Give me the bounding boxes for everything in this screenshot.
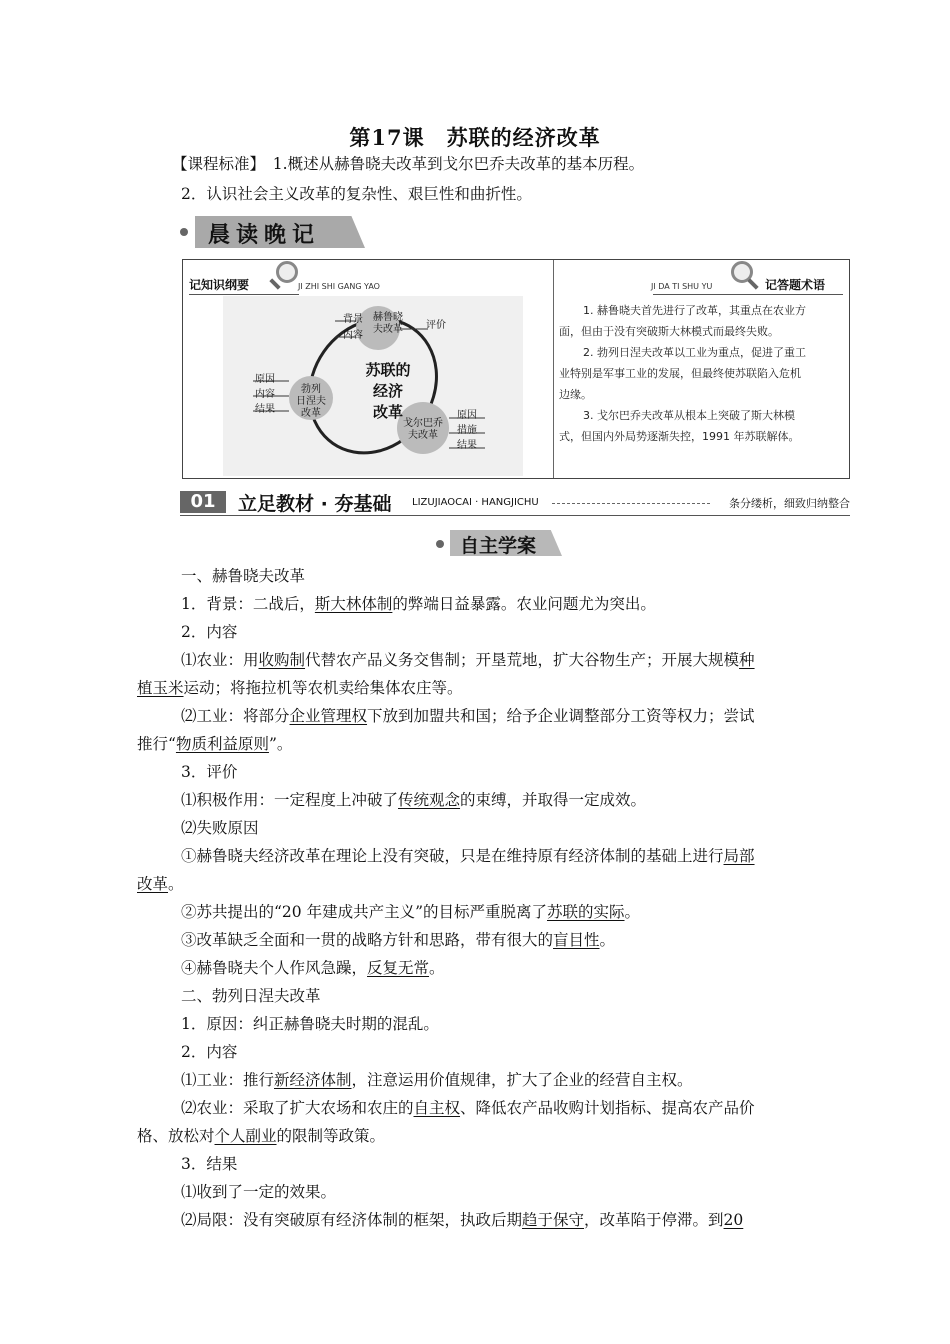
node2-label: [281, 384, 341, 420]
text: ⑵局限：没有突破原有经济体制的框架，执政后期: [181, 1211, 523, 1229]
para-failure: ⑵失败原因: [181, 819, 259, 837]
answer-terms: [559, 300, 844, 447]
key-term: 收购制: [258, 651, 306, 669]
right-header-underline: [653, 294, 843, 295]
answer-line: 2. 勃列日涅夫改革以工业为重点，促进了重工: [583, 346, 806, 359]
para-agriculture: [181, 648, 755, 670]
page-title: 第17课 苏联的经济改革: [349, 125, 601, 150]
text: 的限制等政策。: [276, 1127, 386, 1145]
center-line-3: 改革: [372, 403, 403, 421]
para-result: 3．结果: [181, 1155, 238, 1173]
node3-result: 结果: [457, 440, 477, 451]
text: 的弊端日益暴露。农业问题尤为突出。: [392, 595, 656, 613]
left-header-underline: [189, 294, 299, 295]
answer-line: 业特别是军事工业的发展，但最终使苏联陷入危机: [559, 367, 801, 380]
diagram-center-label: [343, 360, 433, 423]
right-panel-pinyin: JI DA TI SHU YU: [651, 282, 713, 291]
text: 1．背景：二战后，: [181, 595, 315, 613]
box-divider: [553, 260, 554, 478]
node1-content: 内容: [343, 330, 363, 341]
text: ③改革缺乏全面和一贯的战略方针和思路，带有很大的: [181, 931, 554, 949]
standards-line-1: 1.概述从赫鲁晓夫改革到戈尔巴乔夫改革的基本历程。: [272, 155, 645, 173]
key-term: 企业管理权: [289, 707, 368, 725]
banner-dot-icon: [436, 540, 444, 548]
key-term: 盲目性: [553, 931, 600, 949]
para-industry-cont: [137, 732, 292, 754]
section-rule: [180, 515, 850, 516]
para-result-1: ⑴收到了一定的效果。: [181, 1183, 337, 1201]
para-b-industry: [181, 1068, 693, 1090]
para-failure-4: [181, 956, 445, 978]
para-content-2: 2．内容: [181, 1043, 238, 1061]
node3-line-2: 夫改革: [408, 430, 438, 441]
answer-line: 面，但由于没有突破斯大林模式而最终失败。: [559, 325, 779, 338]
text: 。: [168, 875, 184, 893]
node2-line-2: 日涅夫: [296, 396, 326, 407]
para-failure-2: [181, 900, 640, 922]
center-line-1: 苏联的: [365, 361, 411, 379]
node2-line-1: 勃列: [301, 384, 321, 395]
key-term: 局部: [723, 847, 755, 865]
key-term: 趋于保守: [522, 1211, 585, 1229]
left-panel-header: 记知识纲要: [189, 278, 250, 292]
text: 代替农产品义务交售制；开垦荒地，扩大谷物生产；开展大规模: [305, 651, 740, 669]
node1-label: [358, 312, 418, 336]
text: 的束缚，并取得一定成效。: [460, 791, 647, 809]
text: 下放到加盟共和国；给予企业调整部分工资等权力；尝试: [367, 707, 755, 725]
text: 格、放松对: [137, 1127, 215, 1145]
course-standards: [172, 152, 644, 174]
left-panel-pinyin: JI ZHI SHI GANG YAO: [298, 282, 380, 291]
text: ④赫鲁晓夫个人作风急躁，: [181, 959, 368, 977]
heading-brezhnev: 二、勃列日涅夫改革: [181, 987, 321, 1005]
node3-measure: 措施: [457, 425, 477, 436]
key-term: 斯大林体制: [314, 595, 393, 613]
para-agriculture-cont: [137, 676, 463, 698]
key-term: 20: [723, 1211, 744, 1229]
node2-result: 结果: [255, 404, 275, 415]
text: ，注意运用价值规律，扩大了企业的经营自主权。: [351, 1071, 693, 1089]
text: ①赫鲁晓夫经济改革在理论上没有突破，只是在维持原有经济体制的基础上进行: [181, 847, 724, 865]
para-b-agriculture: [181, 1096, 755, 1118]
node2-line-3: 改革: [301, 408, 321, 419]
magnifier-icon: [276, 261, 298, 283]
answer-line: 3. 戈尔巴乔夫改革从根本上突破了斯大林模: [583, 409, 795, 422]
center-line-2: 经济: [372, 382, 403, 400]
text: ⑴积极作用：一定程度上冲破了: [181, 791, 399, 809]
text: 运动；将拖拉机等农机卖给集体农庄等。: [183, 679, 463, 697]
banner-morning-label: 晨读晚记: [208, 223, 321, 248]
key-term: 苏联的实际: [547, 903, 625, 921]
section-dashes: [552, 503, 710, 504]
text: ⑴农业：用: [181, 651, 259, 669]
node1-line-1: 赫鲁晓: [373, 312, 403, 323]
answer-line: 边缘。: [559, 388, 592, 401]
node1-eval: 评价: [426, 320, 446, 331]
text: ⑵农业：采取了扩大农场和农庄的: [181, 1099, 414, 1117]
node3-line-1: 戈尔巴乔: [403, 418, 443, 429]
key-term: 种: [739, 651, 755, 669]
heading-khrushchev: 一、赫鲁晓夫改革: [181, 567, 306, 585]
magnifier-handle-icon: [747, 278, 758, 289]
node3-label: [393, 418, 453, 442]
key-term: 反复无常: [367, 959, 430, 977]
node2-cause: 原因: [255, 374, 275, 385]
para-failure-1-cont: [137, 872, 184, 894]
text: 。: [599, 931, 616, 949]
text: ⑴工业：推行: [181, 1071, 275, 1089]
key-term: 改革: [137, 875, 169, 893]
key-term: 传统观念: [398, 791, 461, 809]
key-term: 个人副业: [214, 1127, 277, 1145]
key-term: 自主权: [413, 1099, 461, 1117]
text: 、降低农产品收购计划指标、提高农产品价: [460, 1099, 755, 1117]
para-evaluation: 3．评价: [181, 763, 238, 781]
para-content: 2．内容: [181, 623, 238, 641]
text: 。: [624, 903, 641, 921]
node1-bg: 背景: [343, 314, 363, 325]
text: ⑵工业：将部分: [181, 707, 290, 725]
para-failure-3: [181, 928, 615, 950]
section-header: [180, 489, 850, 519]
para-positive: [181, 788, 646, 810]
para-failure-1: [181, 844, 755, 866]
node1-line-2: 夫改革: [373, 324, 403, 335]
banner-dot-icon: [180, 228, 188, 236]
text: ，改革陷于停滞。到: [584, 1211, 724, 1229]
node3-cause: 原因: [457, 410, 477, 421]
para-background: [181, 592, 656, 614]
section-number: 01: [180, 491, 226, 513]
text: ②苏共提出的“20 年建成共产主义”的目标严重脱离了: [181, 903, 547, 921]
section-pinyin: LIZUJIAOCAI · HANGJICHU: [412, 497, 539, 508]
right-panel-header: 记答题术语: [765, 278, 826, 292]
standards-line-2: 2．认识社会主义改革的复杂性、艰巨性和曲折性。: [181, 185, 532, 203]
answer-line: 1. 赫鲁晓夫首先进行了改革，其重点在农业方: [583, 304, 806, 317]
banner-self-study: [436, 530, 566, 558]
banner-morning-reading: [180, 216, 370, 248]
text: 推行“: [137, 735, 176, 753]
para-industry: [181, 704, 755, 726]
standards-label: 【课程标准】: [172, 155, 258, 173]
text: 。: [429, 959, 445, 977]
para-result-2: [181, 1208, 743, 1230]
text: ”。: [268, 735, 293, 753]
para-b-agriculture-cont: [137, 1124, 385, 1146]
key-term: 植玉米: [137, 679, 184, 697]
summary-box: [182, 259, 850, 479]
section-title: 立足教材 · 夯基础: [238, 493, 392, 515]
answer-line: 式，但国内外局势逐渐失控，1991 年苏联解体。: [559, 430, 800, 443]
banner-self-study-label: 自主学案: [460, 535, 537, 557]
section-tagline: 条分缕析，细致归纳整合: [729, 497, 850, 510]
key-term: 新经济体制: [274, 1071, 352, 1089]
para-cause: 1．原因：纠正赫鲁晓夫时期的混乱。: [181, 1015, 439, 1033]
node2-content: 内容: [255, 389, 275, 400]
key-term: 物质利益原则: [175, 735, 269, 753]
